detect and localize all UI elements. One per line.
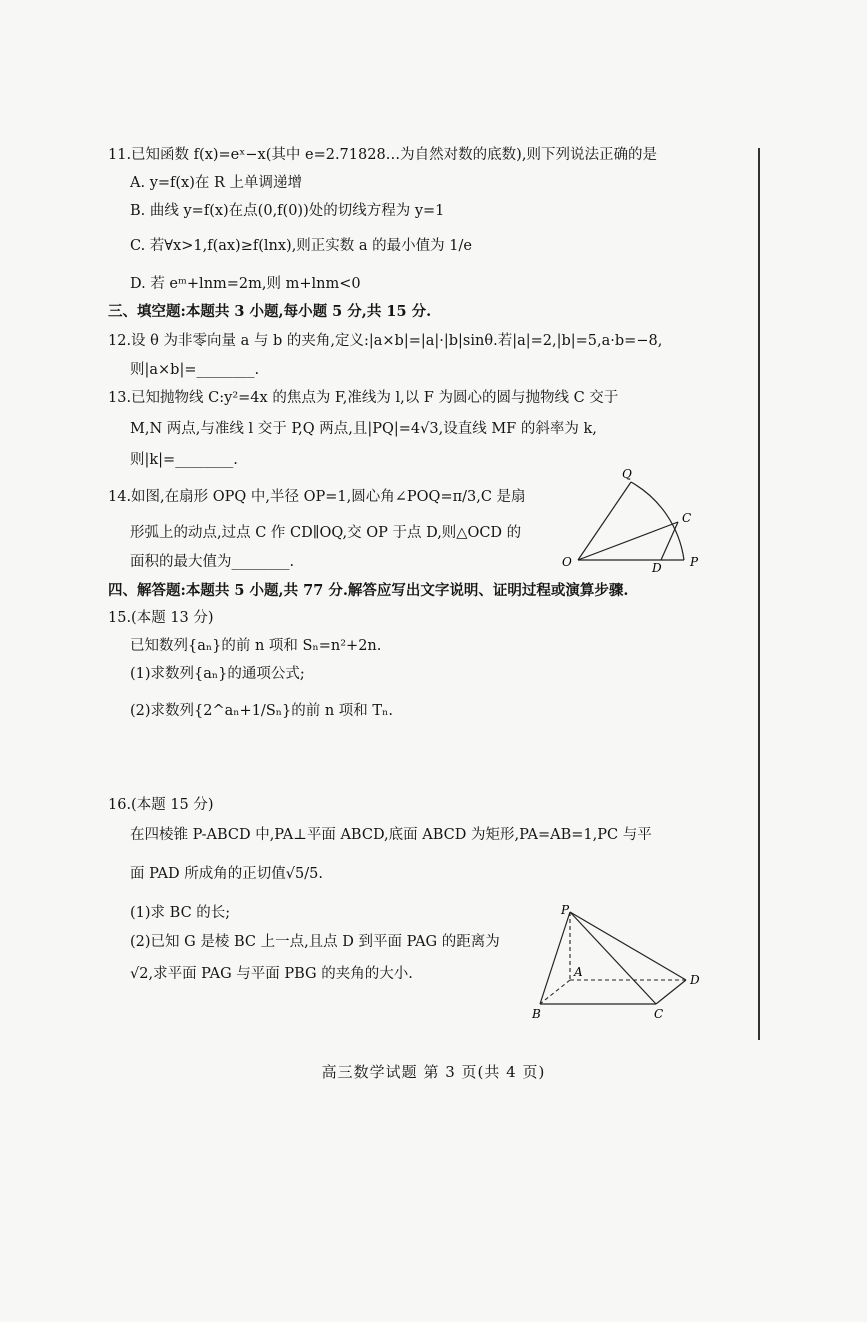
edge-pc xyxy=(570,912,656,1004)
q15-header: 15.(本题 13 分) xyxy=(108,610,214,626)
label-d: D xyxy=(690,973,700,987)
label-d: D xyxy=(652,561,662,575)
q16-line-5: √2,求平面 PAG 与平面 PBG 的夹角的大小. xyxy=(130,966,413,982)
q16-header: 16.(本题 15 分) xyxy=(108,797,214,813)
q14-line-1: 14.如图,在扇形 OPQ 中,半径 OP=1,圆心角∠POQ=π/3,C 是扇 xyxy=(108,489,526,505)
q13-line-1: 13.已知抛物线 C:y²=4x 的焦点为 F,准线为 l,以 F 为圆心的圆与抛物线 C 交于 xyxy=(108,390,619,406)
edge-pb xyxy=(540,912,570,1004)
q11-option-b: B. 曲线 y=f(x)在点(0,f(0))处的切线方程为 y=1 xyxy=(130,203,445,219)
label-a: A xyxy=(574,965,583,979)
q13-line-2: M,N 两点,与准线 l 交于 P,Q 两点,且|PQ|=4√3,设直线 MF 的斜率为 k, xyxy=(130,421,597,437)
q15-line-3: (2)求数列{2^aₙ+1/Sₙ}的前 n 项和 Tₙ. xyxy=(130,703,393,719)
label-c: C xyxy=(654,1007,664,1021)
q12-line-2: 则|a×b|=________. xyxy=(130,362,260,378)
segment-oq xyxy=(578,482,631,560)
q11-option-d: D. 若 eᵐ+lnm=2m,则 m+lnm<0 xyxy=(130,276,361,292)
page-footer: 高三数学试题 第 3 页(共 4 页) xyxy=(321,1063,546,1081)
q13-line-3: 则|k|=________. xyxy=(130,452,238,468)
q15-line-2: (1)求数列{aₙ}的通项公式; xyxy=(130,666,305,682)
q16-line-3: (1)求 BC 的长; xyxy=(130,905,231,921)
q12-line-1: 12.设 θ 为非零向量 a 与 b 的夹角,定义:|a×b|=|a|·|b|sinθ.若|a|=2,|b|=5,a·b=−8, xyxy=(108,333,663,349)
label-p: P xyxy=(561,903,570,917)
label-b: B xyxy=(532,1007,541,1021)
edge-cd xyxy=(656,980,686,1004)
q16-line-4: (2)已知 G 是棱 BC 上一点,且点 D 到平面 PAG 的距离为 xyxy=(130,934,500,950)
q15-line-1: 已知数列{aₙ}的前 n 项和 Sₙ=n²+2n. xyxy=(130,638,382,654)
arc-pq xyxy=(631,482,684,560)
margin-rule xyxy=(758,148,760,1040)
q14-line-2: 形弧上的动点,过点 C 作 CD∥OQ,交 OP 于点 D,则△OCD 的 xyxy=(130,525,522,541)
q14-line-3: 面积的最大值为________. xyxy=(130,554,295,570)
q11-option-c: C. 若∀x>1,f(ax)≥f(lnx),则正实数 a 的最小值为 1/e xyxy=(130,238,472,254)
q16-line-1: 在四棱锥 P-ABCD 中,PA⊥平面 ABCD,底面 ABCD 为矩形,PA=AB=1,PC 与平 xyxy=(130,827,652,843)
section-4-heading: 四、解答题:本题共 5 小题,共 77 分.解答应写出文字说明、证明过程或演算步骤. xyxy=(108,582,629,599)
label-q: Q xyxy=(622,467,632,481)
sector-figure xyxy=(560,467,710,577)
q11-stem: 11.已知函数 f(x)=eˣ−x(其中 e=2.71828…为自然对数的底数),则下列说法正确的是 xyxy=(108,147,657,163)
label-o: O xyxy=(562,555,572,569)
edge-pd xyxy=(570,912,686,980)
q11-option-a: A. y=f(x)在 R 上单调递增 xyxy=(130,175,303,191)
label-c: C xyxy=(682,511,692,525)
label-p: P xyxy=(690,555,699,569)
section-3-heading: 三、填空题:本题共 3 小题,每小题 5 分,共 15 分. xyxy=(108,303,432,320)
q16-line-2: 面 PAD 所成角的正切值√5/5. xyxy=(130,866,323,882)
pyramid-figure xyxy=(528,902,708,1024)
